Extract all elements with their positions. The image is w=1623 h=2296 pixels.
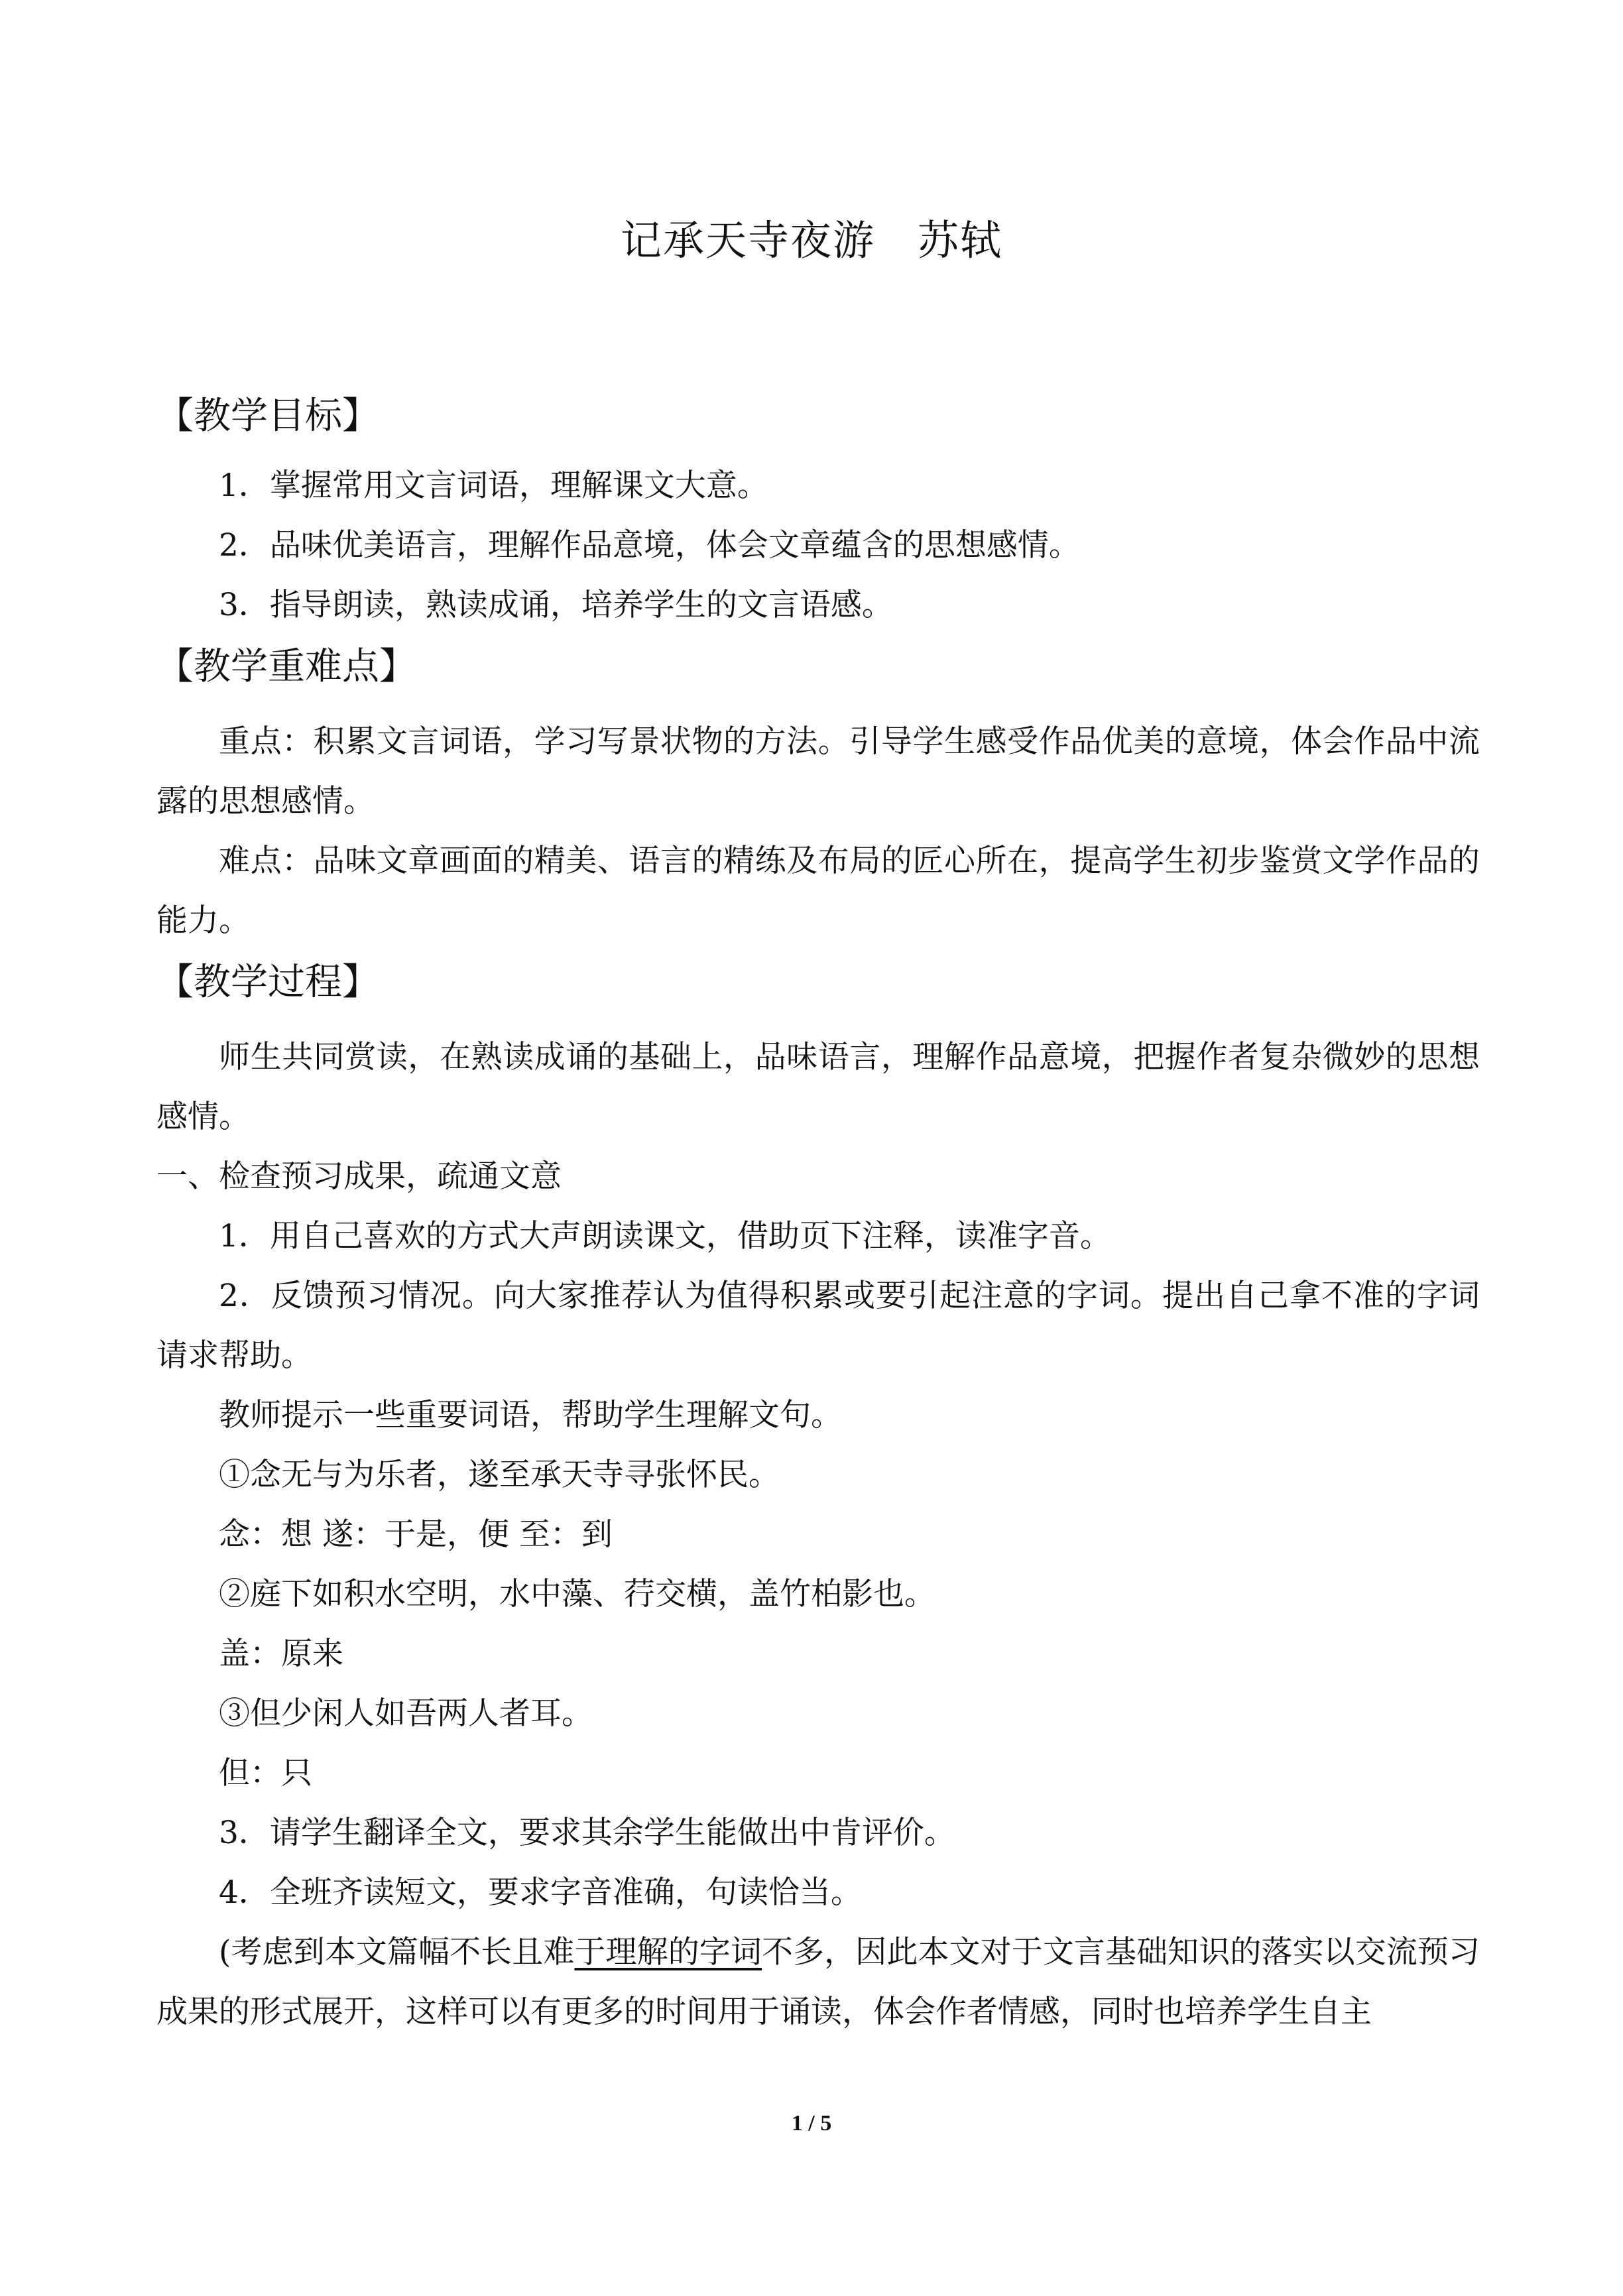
section-heading-process: 【教学过程】	[156, 961, 379, 1004]
example-sentence: ②庭下如积水空明，水中藻、荇交横，盖竹柏影也。	[219, 1576, 935, 1612]
difficult-point-paragraph: 难点：品味文章画面的精美、语言的精练及布局的匠心所在，提高学生初步鉴赏文学作品的能力。	[156, 843, 1480, 939]
section-heading-key-points: 【教学重难点】	[156, 645, 416, 688]
process-item: 教师提示一些重要词语，帮助学生理解文句。	[219, 1397, 842, 1433]
word-gloss: 盖：原来	[219, 1636, 343, 1672]
section-heading-objectives: 【教学目标】	[156, 394, 379, 438]
teaching-note-paragraph	[156, 1923, 1480, 2042]
process-item: 2．反馈预习情况。向大家推荐认为值得积累或要引起注意的字词。提出自己拿不准的字词请求帮助。	[156, 1278, 1480, 1374]
document-title: 记承天寺夜游 苏轼	[620, 216, 1002, 265]
objective-item: 3．指导朗读，熟读成诵，培养学生的文言语感。	[219, 587, 893, 623]
page-number: 1 / 5	[791, 2111, 832, 2136]
objective-item: 2．品味优美语言，理解作品意境，体会文章蕴含的思想感情。	[219, 527, 1080, 564]
word-gloss: 但：只	[219, 1755, 312, 1791]
process-item: 4．全班齐读短文，要求字音准确，句读恰当。	[219, 1874, 862, 1911]
process-intro-paragraph: 师生共同赏读，在熟读成诵的基础上，品味语言，理解作品意境，把握作者复杂微妙的思想感情。	[156, 1039, 1480, 1135]
process-subheading: 一、检查预习成果，疏通文意	[156, 1158, 562, 1195]
example-sentence: ③但少闲人如吾两人者耳。	[219, 1695, 593, 1732]
word-gloss: 念：想 遂：于是，便 至：到	[219, 1516, 613, 1553]
process-item: 1．用自己喜欢的方式大声朗读课文，借助页下注释，读准字音。	[219, 1218, 1111, 1254]
note-text-after: 不多，因此本文对于文言基础知识的落实以交流预习成果的形式展开，这样可以有更多的时间用于诵读，体会作者情感，同时也培养学生自主	[156, 1934, 1480, 2030]
note-underlined-text: 于理解的字词	[574, 1934, 762, 1970]
document-body	[156, 385, 1480, 2042]
process-item: 3．请学生翻译全文，要求其余学生能做出中肯评价。	[219, 1815, 955, 1851]
key-point-paragraph: 重点：积累文言词语，学习写景状物的方法。引导学生感受作品优美的意境，体会作品中流露的思想感情。	[156, 723, 1480, 819]
note-text-before: (考虑到本文篇幅不长且难	[219, 1934, 575, 1970]
example-sentence: ①念无与为乐者，遂至承天寺寻张怀民。	[219, 1457, 780, 1493]
objective-item: 1．掌握常用文言词语，理解课文大意。	[219, 467, 768, 504]
